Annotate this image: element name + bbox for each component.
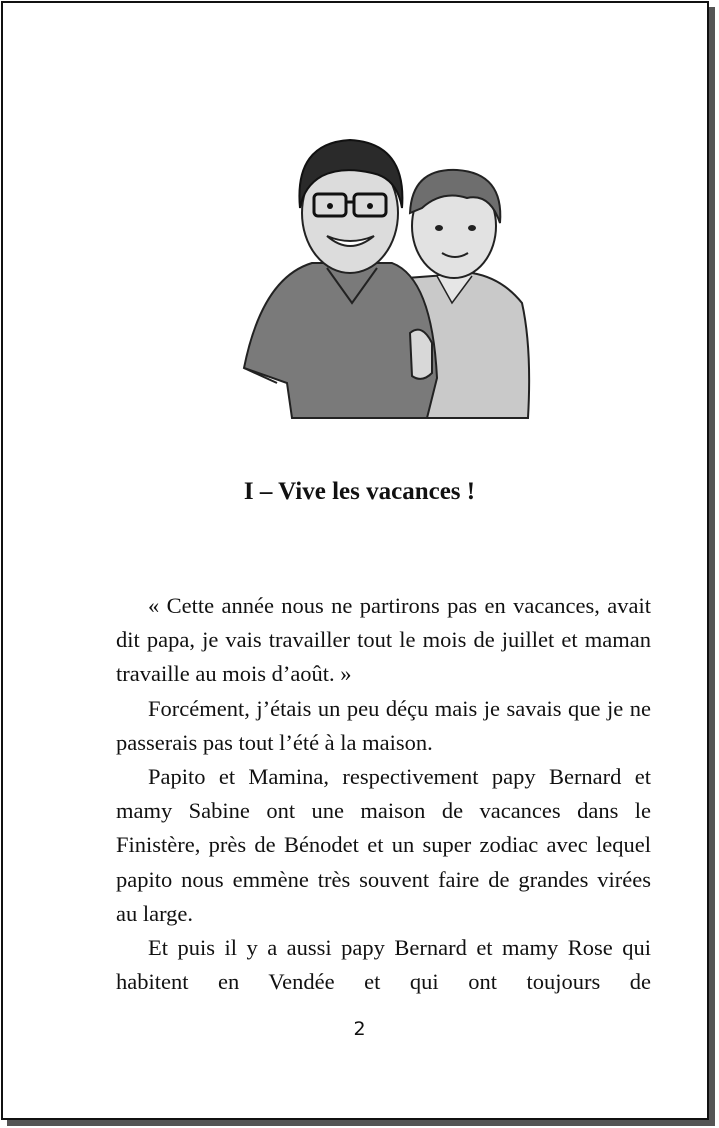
paragraph: Papito et Mamina, respectivement papy Bernard et mamy Sabine ont une maison de vacances dans le Finistère, près de Bénodet et un super zodiac avec lequel papito nous emmène très souvent faire de grandes virées au large. [116, 764, 651, 926]
chapter-title: I – Vive les vacances ! [243, 478, 476, 505]
paragraph: Forcément, j’étais un peu déçu mais je savais que je ne passerais pas tout l’été à la maison. [116, 695, 651, 755]
older-boy-hand [410, 330, 432, 379]
page-number: 2 [353, 1018, 366, 1040]
paragraph: « Cette année nous ne partirons pas en vacances, avait dit papa, je vais travailler tout le mois de juillet et maman travaille au mois d’août. » [116, 593, 651, 687]
chapter-body [116, 589, 651, 999]
paragraph: Et puis il y a aussi papy Bernard et mamy Rose qui habitent en Vendée et qui ont toujours de [116, 935, 651, 995]
two-boys-illustration [232, 128, 532, 423]
